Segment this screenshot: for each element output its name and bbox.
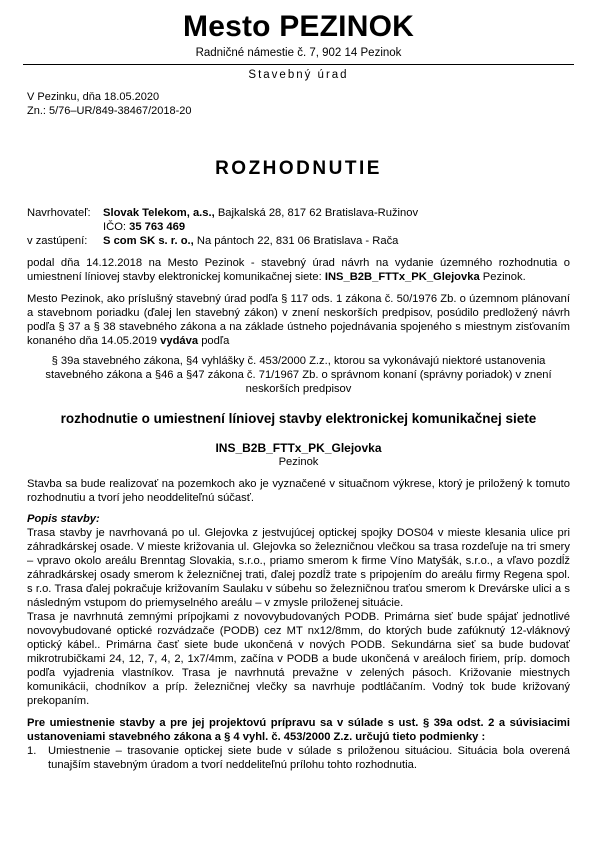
date-line: V Pezinku, dňa 18.05.2020 [27,91,160,103]
conditions-intro [27,716,570,744]
description-paragraph-1: Trasa stavby je navrhovaná po ul. Glejovka z jestvujúcej optickej spojky DOS04 v mieste klesania ulice pri záhradkárskej osade. V mieste križovania ul. Glejovka so železničnou vlečkou sa trasa rozdeľuje na tri smery – vpravo okolo areálu Brenntag Slovakia, s.r.o., priamo smerom k firme Víno Matyšák, s.r.o., a vľavo pozdĺž záhradkárskej osady smerom k železničnej trati, ďalej pozdĺž trate s pripojením do areálu firmy Regena spol. s r.o. Trasa ďalej pokračuje križovaním Saulaku v súbehu so železničnou traťou smerom k Drevárske ulici a s následným vstupom do priemyselného areálu – v zmysle priloženej situácie. [27,527,570,609]
authority-verb: vydáva [160,335,199,347]
description-title: Popis stavby: [27,513,100,525]
header-divider [23,64,574,65]
applicant-name: Slovak Telekom, a.s., [103,207,215,219]
legal-basis: § 39a stavebného zákona, §4 vyhlášky č. 453/2000 Z.z., ktorou sa vykonávajú niektoré ustanovenia stavebného zákona a §46 a §47 zákona č. 71/1967 Zb. o správnom konaní (správny poriadok) v znení neskorších predpisov [45,355,552,395]
ico-value [103,220,418,234]
project-name: INS_B2B_FTTx_PK_Glejovka [215,441,382,455]
representative-value [103,234,418,248]
applicant-address: Bajkalská 28, 817 62 Bratislava-Ružinov [214,207,419,219]
description-paragraph-2: Trasa je navrhnutá zemnými prípojkami z novovybudovaných PODB. Primárna sieť bude spájať jednotlivé novovybudované optické rozvádzače (PODB) cez MT nx12/8mm, do ktorých bude zafúknutý 12-vláknový optický kábel.. Primárna časť siete bude ukončená v nových PODB. Sekundárna sieť sa bude budovať mikrotrubičkami 24, 12, 7, 4, 2, 1x7/4mm, začína v PODB a bude ukončená v areáloch firiem, príp. domoch podľa vyjadrenia vlastníkov. Trasa je navrhnutá prevažne v zelených pásoch. Križovanie miestnych komunikácii, chodníkov a príp. železničnej vlečky sa navrhuje podtláčaním. Vodný tok bude križovaný prekopaním. [27,611,570,707]
document-meta [27,90,570,118]
authority-text: Mesto Pezinok, ako príslušný stavebný úrad podľa § 117 ods. 1 zákona č. 50/1976 Zb. o územnom plánovaní a stavebnom poriadku (ďalej len stavebný zákon) v znení neskorších predpisov, posúdilo predložený návrh podľa § 37 a § 38 stavebného zákona a na základe ústneho pojednávania spojeného s miestnym zisťovaním konaného dňa 14.05.2019 [27,293,570,347]
ico-label: IČO: [103,221,130,233]
condition-text: Umiestnenie – trasovanie optickej siete bude v súlade s priloženou situáciou. Situácia bola overená tunajším stavebným úradom a tvorí neddeliteľnú prílohu tohto rozhodnutia. [48,745,570,771]
representative-name: S com SK s. r. o., [103,235,194,247]
document-heading: ROZHODNUTIE [215,158,382,179]
authority-paragraph [27,292,570,348]
intro-text: podal dňa 14.12.2018 na Mesto Pezinok - stavebný úrad návrh na vydanie územného rozhodnutia o umiestnení líniovej stavby elektronickej komunikačnej siete: [27,257,570,283]
condition-number: 1. [27,745,37,757]
applicant-value [103,206,418,220]
representative-label: v zastúpení: [27,235,88,247]
conditions-list [27,744,570,772]
city-title: Mesto PEZINOK [183,10,414,43]
placement-paragraph: Stavba sa bude realizovať na pozemkoch ako je vyznačené v situačnom výkrese, ktorý je priložený k tomuto rozhodnutiu a tvorí jeho neoddeliteľnú súčasť. [27,478,570,504]
intro-paragraph [27,256,570,284]
intro-tail: Pezinok. [479,271,526,283]
intro-project: INS_B2B_FTTx_PK_Glejovka [324,271,480,283]
ico-row [27,220,418,234]
city-address: Radničné námestie č. 7, 902 14 Pezinok [195,47,402,59]
representative-address: Na pántoch 22, 831 06 Bratislava - Rača [193,235,399,247]
letterhead [27,10,570,64]
conditions-intro-text: Pre umiestnenie stavby a pre jej projektovú prípravu sa v súlade s ust. § 39a odst. 2 a súvisiacimi ustanoveniami stavebného zákona a § 4 vyhl. č. 453/2000 Z.z. určujú tieto podmienky : [27,717,570,743]
office-name: Stavebný úrad [248,69,349,81]
reference-number: Zn.: 5/76–UR/849-38467/2018-20 [27,105,192,117]
applicant-row [27,206,418,220]
authority-tail: podľa [198,335,230,347]
applicant-label: Navrhovateľ: [27,207,91,219]
decision-title: rozhodnutie o umiestnení líniovej stavby elektronickej komunikačnej siete [60,411,537,426]
list-item [27,744,570,772]
parties-table [27,206,418,248]
ico-number: 35 763 469 [129,221,186,233]
representative-row [27,234,418,248]
project-town: Pezinok [278,456,319,468]
